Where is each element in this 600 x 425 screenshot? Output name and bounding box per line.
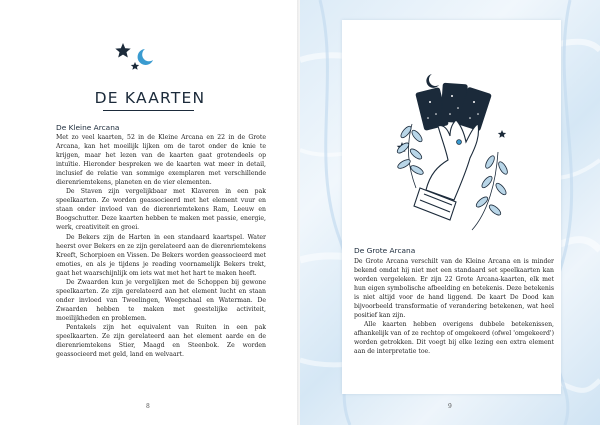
paragraph: Met zo veel kaarten, 52 in de Kleine Arcana en 22 in de Grote Arcana, kan het moeilijk lijken om de tarot onder de knie te krijgen, maar het lezen van de kaarten gaat grotendeels op intuïtie. Hieronder bespreken we de kaarten wat meer in detail, inclusief de relatie van sommige exemplaren met verschillende dierenriemtekens, planeten en de vier elementen. bbox=[56, 134, 266, 187]
paragraph: De Bekers zijn de Harten in een standaard kaartspel. Water heerst over Bekers en ze zijn gerelateerd aan de dierenriemtekens Kreeft, Schorpioen en Vissen. De Bekers worden geassocieerd met emoties, en als je tijdens je reading voornamelijk Bekers trekt, gaat het waarschijnlijk om iets wat met het hart te maken heeft. bbox=[56, 233, 266, 277]
leaf-branch bbox=[396, 124, 425, 188]
paragraph: De Staven zijn vergelijkbaar met Klaveren in een pak speelkaarten. Ze worden geassocieerd met het element vuur en staan onder invloed van de dierenriemtekens Ram, Leeuw en Boogschutter. Deze kaarten hebben te maken met passie, energie, werk, creativiteit en groei. bbox=[56, 188, 266, 232]
title-underline bbox=[103, 110, 194, 111]
page-number: 9 bbox=[448, 403, 452, 410]
star-moon-icon bbox=[112, 38, 168, 72]
paragraph: De Zwaarden kun je vergelijken met de Schoppen bij gewone speelkaarten. Ze zijn gerelateerd aan het element lucht en staan onder invloed van Tweelingen, Weegschaal en Waterman. De Zwaarden hebben te maken met geestelijke activiteit, moeilijkheden en problemen. bbox=[56, 278, 266, 322]
paragraph: De Grote Arcana verschilt van de Kleine Arcana en is minder bekend omdat hij niet met een standaard set speelkaarten kan worden vergeleken. Er zijn 22 Grote Arcana-kaarten, elk met hun eigen symbolische afbeelding en betekenis. Deze betekenis is niet altijd voor de hand liggend. De kaart De Dood kan bijvoorbeeld transformatie of verandering betekenen, wat heel positief kan zijn. bbox=[354, 258, 554, 320]
ring-icon bbox=[457, 140, 462, 145]
hand bbox=[414, 120, 479, 220]
content-card bbox=[342, 20, 561, 394]
right-page bbox=[300, 0, 600, 425]
page-title: DE KAARTEN bbox=[94, 89, 206, 107]
paragraph: Pentakels zijn het equivalent van Ruiten in een pak speelkaarten. Ze zijn gerelateerd aan het element aarde en de dierenriemtekens Stier, Maagd en Steenbok. Ze worden geassocieerd met geld, land en welvaart. bbox=[56, 323, 266, 359]
star-icon bbox=[498, 130, 506, 138]
star-icon bbox=[115, 43, 130, 58]
crescent-moon-icon bbox=[138, 49, 153, 65]
leaf-branch bbox=[472, 152, 509, 230]
left-body-text bbox=[56, 133, 266, 359]
page-number: 8 bbox=[146, 403, 150, 410]
section-heading-grote-arcana: De Grote Arcana bbox=[354, 246, 416, 255]
small-star-icon bbox=[131, 62, 139, 70]
tarot-hand-illustration bbox=[390, 62, 514, 238]
section-heading-kleine-arcana: De Kleine Arcana bbox=[56, 123, 120, 132]
crescent-moon-icon bbox=[426, 74, 439, 88]
right-body-text bbox=[354, 257, 554, 357]
paragraph: Alle kaarten hebben overigens dubbele betekenissen, afhankelijk van of ze rechtop of omgekeerd (ofwel 'omgekeerd') worden getrokken. Dit voegt bij elke lezing een extra element aan de interpretatie toe. bbox=[354, 321, 554, 356]
